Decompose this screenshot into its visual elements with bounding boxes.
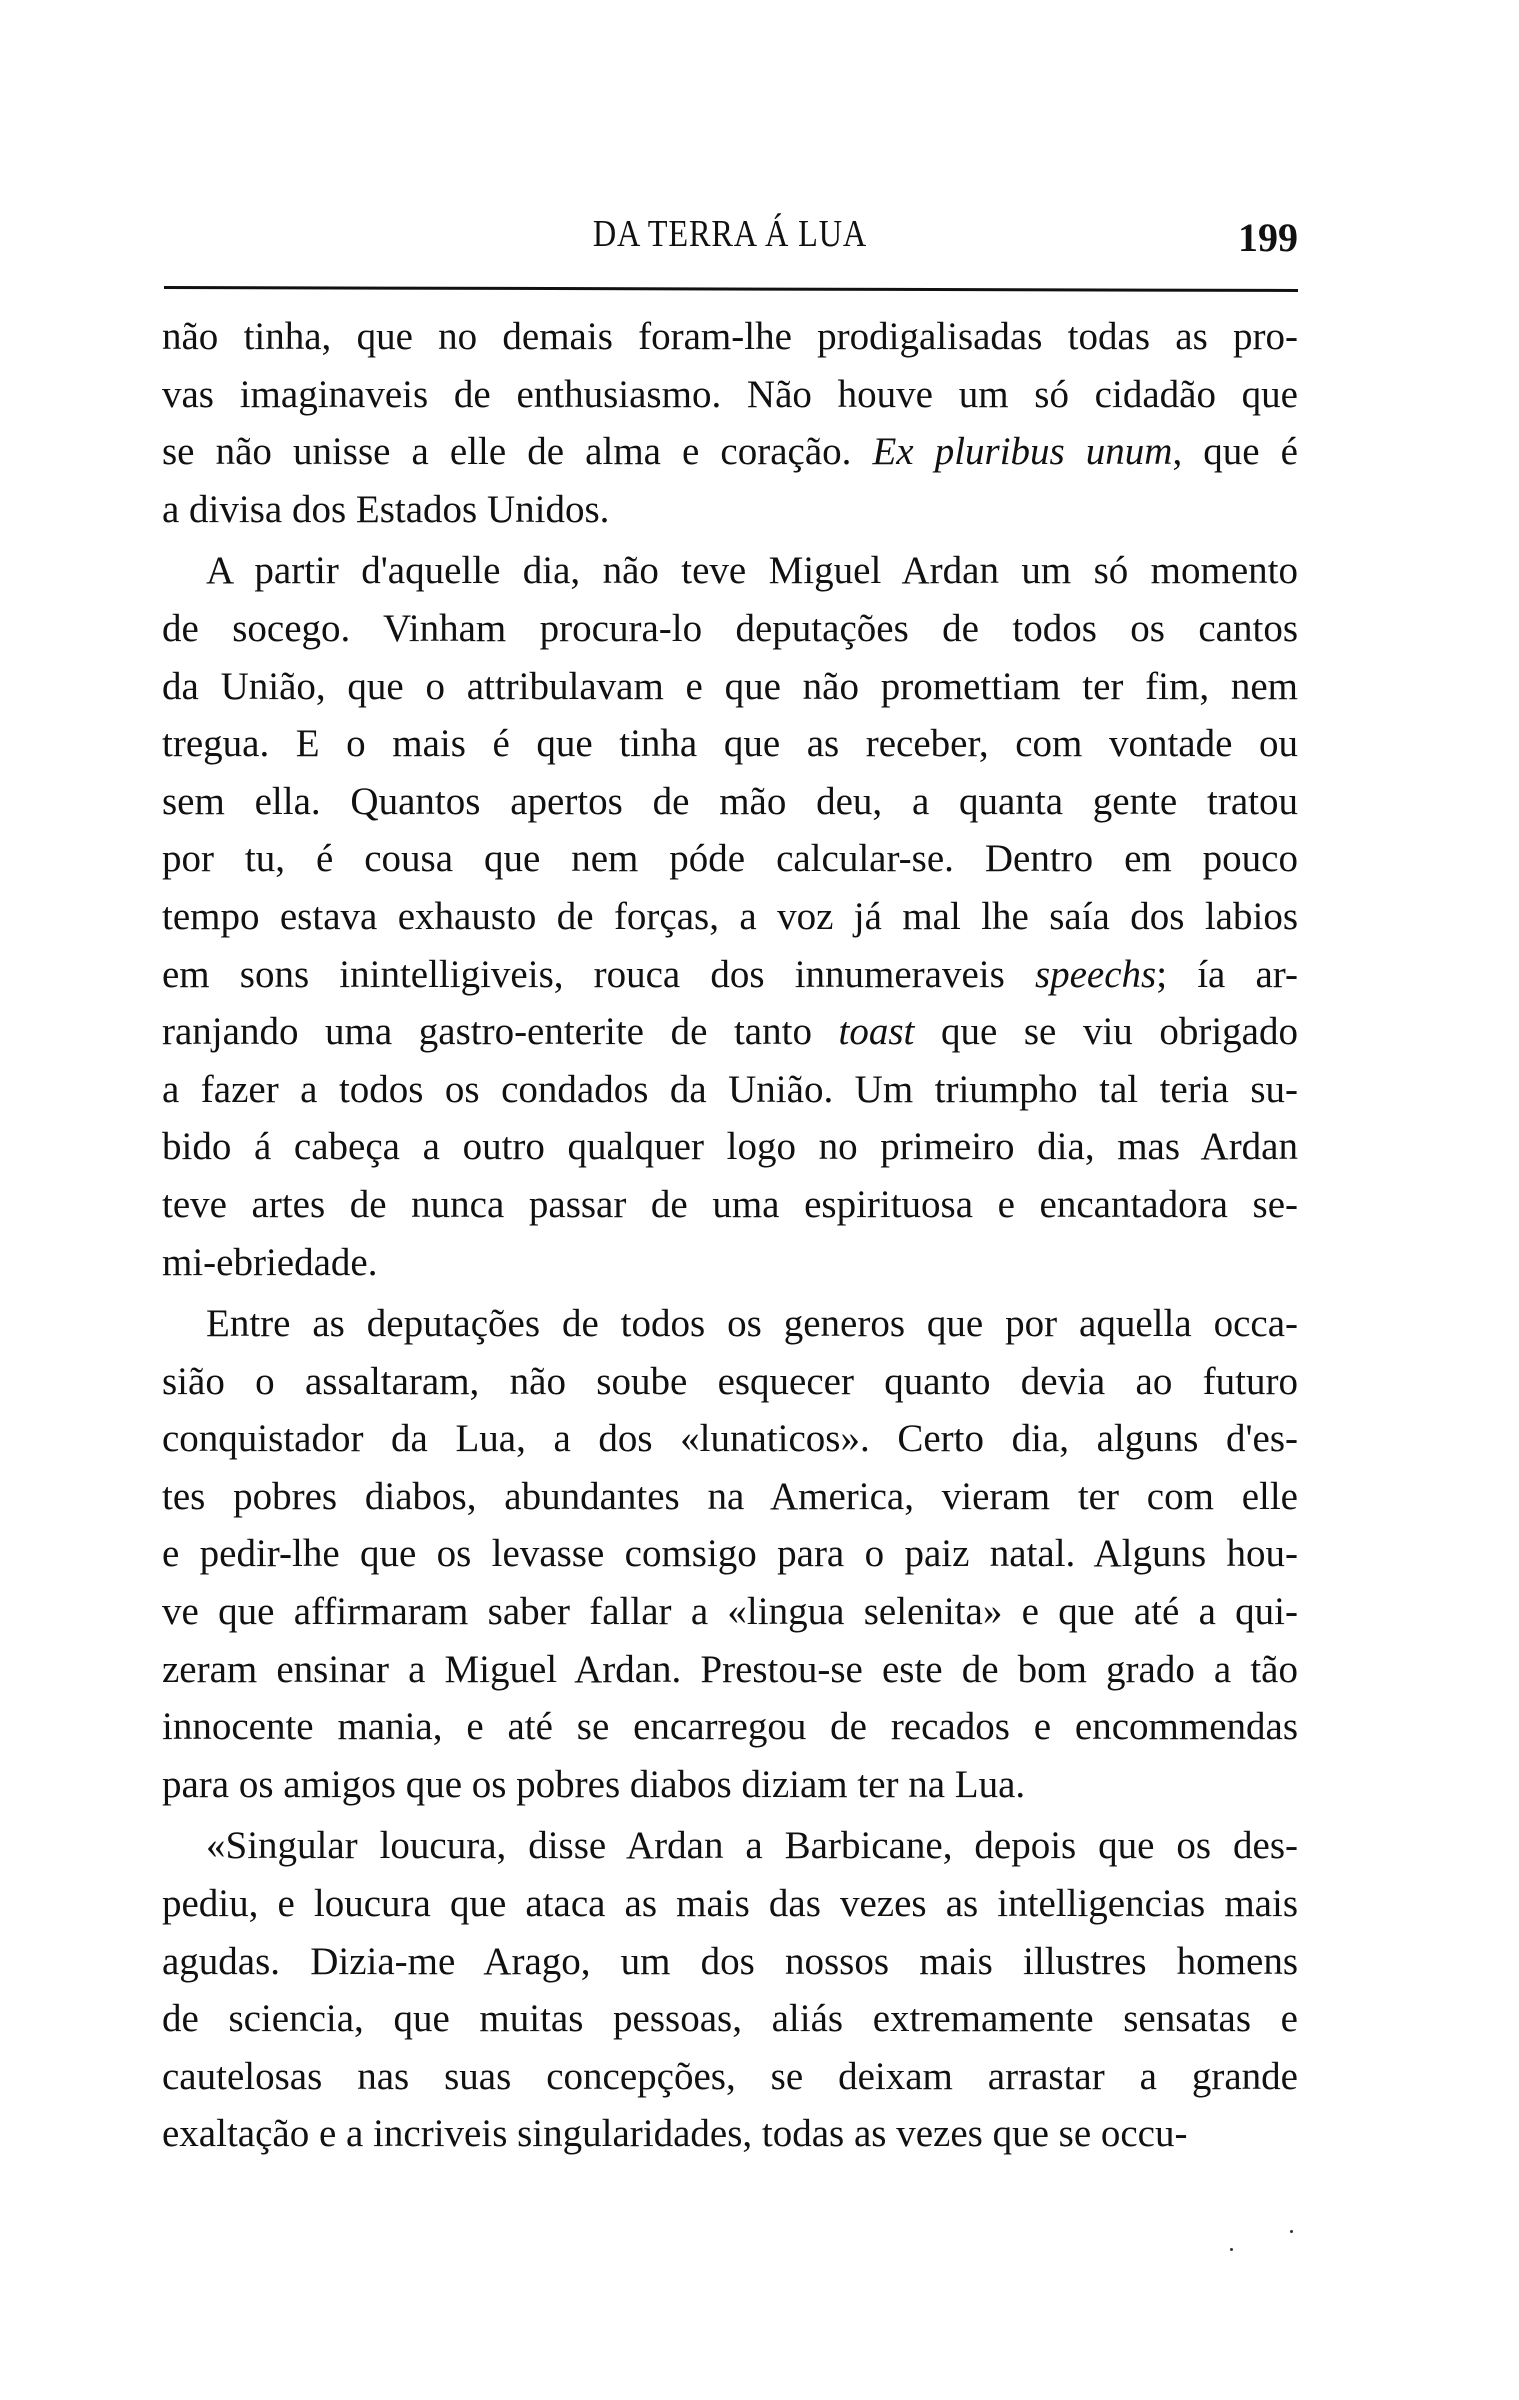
paragraph xyxy=(162,542,1298,1291)
text-line xyxy=(162,830,1298,888)
text-segment: vas imaginaveis de enthusiasmo. Não houve um só cidadão que xyxy=(162,372,1298,416)
text-line xyxy=(162,773,1298,831)
text-segment: se não unisse a elle de alma e coração. xyxy=(162,430,873,474)
text-segment: sião o assaltaram, não soube esquecer quanto devia ao futuro xyxy=(162,1359,1298,1403)
text-segment: a divisa dos Estados Unidos. xyxy=(162,487,610,531)
header-rule xyxy=(164,286,1298,292)
text-segment: mi-ebriedade. xyxy=(162,1240,378,1284)
text-segment: Entre as deputações de todos os generos que por aquella occa- xyxy=(206,1302,1298,1346)
text-line xyxy=(162,1641,1298,1699)
text-segment: não tinha, que no demais foram-lhe prodigalisadas todas as pro- xyxy=(162,315,1298,358)
text-segment: cautelosas nas suas concepções, se deixam arrastar a grande xyxy=(162,2054,1298,2098)
text-line xyxy=(162,658,1298,716)
text-segment: pediu, e loucura que ataca as mais das vezes as intelligencias mais xyxy=(162,1882,1298,1926)
text-line xyxy=(162,481,1298,539)
text-line xyxy=(162,1234,1298,1292)
body-text xyxy=(162,308,1298,2163)
text-segment: que se viu obrigado xyxy=(914,1010,1298,1054)
text-segment: ; ía ar- xyxy=(1156,952,1298,996)
text-segment: sem ella. Quantos apertos de mão deu, a quanta gente tratou xyxy=(162,779,1298,823)
text-line xyxy=(162,1817,1298,1875)
running-head xyxy=(162,212,1298,272)
text-segment: A partir d'aquelle dia, não teve Miguel Ardan um só momento xyxy=(206,549,1298,593)
text-segment: de socego. Vinham procura-lo deputações de todos os cantos xyxy=(162,606,1298,650)
text-segment: conquistador da Lua, a dos «lunaticos». Certo dia, alguns d'es- xyxy=(162,1417,1298,1461)
text-line xyxy=(162,1468,1298,1526)
scan-speck xyxy=(1290,2230,1293,2233)
text-segment: exaltação e a incriveis singularidades, todas as vezes que se occu- xyxy=(162,2112,1188,2156)
text-segment: zeram ensinar a Miguel Ardan. Prestou-se este de bom grado a tão xyxy=(162,1647,1298,1691)
text-line xyxy=(162,1295,1298,1353)
text-segment: da União, que o attribulavam e que não promettiam ter fim, nem xyxy=(162,664,1298,708)
text-line xyxy=(162,423,1298,481)
text-line xyxy=(162,1990,1298,2048)
running-title: DA TERRA Á LUA xyxy=(592,213,868,255)
text-line xyxy=(162,1061,1298,1119)
text-segment: em sons inintelligiveis, rouca dos innumeraveis xyxy=(162,952,1035,996)
page-number: 199 xyxy=(1238,215,1298,260)
text-line xyxy=(162,1353,1298,1411)
text-line xyxy=(162,715,1298,773)
text-line xyxy=(162,1698,1298,1756)
text-line xyxy=(162,2105,1298,2163)
text-line xyxy=(162,1933,1298,1991)
text-segment: bido á cabeça a outro qualquer logo no primeiro dia, mas Ardan xyxy=(162,1125,1298,1169)
italic-text: speechs xyxy=(1034,952,1157,996)
text-segment: ve que affirmaram saber fallar a «lingua selenita» e que até a qui- xyxy=(162,1590,1298,1634)
text-line xyxy=(162,542,1298,600)
text-segment: tempo estava exhausto de forças, a voz já mal lhe saía dos labios xyxy=(162,894,1298,938)
text-segment: teve artes de nunca passar de uma espirituosa e encantadora se- xyxy=(162,1182,1298,1226)
text-line xyxy=(162,1756,1298,1814)
text-line xyxy=(162,1176,1298,1234)
text-line xyxy=(162,366,1298,424)
text-line xyxy=(162,600,1298,658)
text-segment: innocente mania, e até se encarregou de recados e encommendas xyxy=(162,1705,1298,1749)
paragraph xyxy=(162,1295,1298,1813)
text-segment: tregua. E o mais é que tinha que as receber, com vontade ou xyxy=(162,722,1298,766)
scan-speck xyxy=(1230,2248,1233,2251)
text-line xyxy=(162,1875,1298,1933)
text-segment: e pedir-lhe que os levasse comsigo para o paiz natal. Alguns hou- xyxy=(162,1532,1298,1576)
text-segment: «Singular loucura, disse Ardan a Barbicane, depois que os des- xyxy=(206,1824,1298,1868)
text-line xyxy=(162,888,1298,946)
paragraph xyxy=(162,308,1298,538)
text-line xyxy=(162,1118,1298,1176)
text-line xyxy=(162,2048,1298,2106)
text-line xyxy=(162,308,1298,366)
text-segment: para os amigos que os pobres diabos diziam ter na Lua. xyxy=(162,1762,1026,1806)
text-line xyxy=(162,1583,1298,1641)
text-segment: de sciencia, que muitas pessoas, aliás extremamente sensatas e xyxy=(162,1997,1298,2041)
text-segment: a fazer a todos os condados da União. Um triumpho tal teria su- xyxy=(162,1067,1298,1111)
text-segment: , que é xyxy=(1172,430,1298,474)
text-segment: agudas. Dizia-me Arago, um dos nossos mais illustres homens xyxy=(162,1939,1298,1983)
text-segment: tes pobres diabos, abundantes na America, vieram ter com elle xyxy=(162,1474,1298,1518)
text-line xyxy=(162,1525,1298,1583)
text-segment: ranjando uma gastro-enterite de tanto xyxy=(162,1010,839,1054)
italic-text: toast xyxy=(838,1010,915,1054)
text-line xyxy=(162,946,1298,1004)
text-segment: por tu, é cousa que nem póde calcular-se. Dentro em pouco xyxy=(162,837,1298,881)
text-line xyxy=(162,1410,1298,1468)
italic-text: Ex pluribus unum xyxy=(872,430,1173,474)
text-line xyxy=(162,1003,1298,1061)
paragraph xyxy=(162,1817,1298,2163)
